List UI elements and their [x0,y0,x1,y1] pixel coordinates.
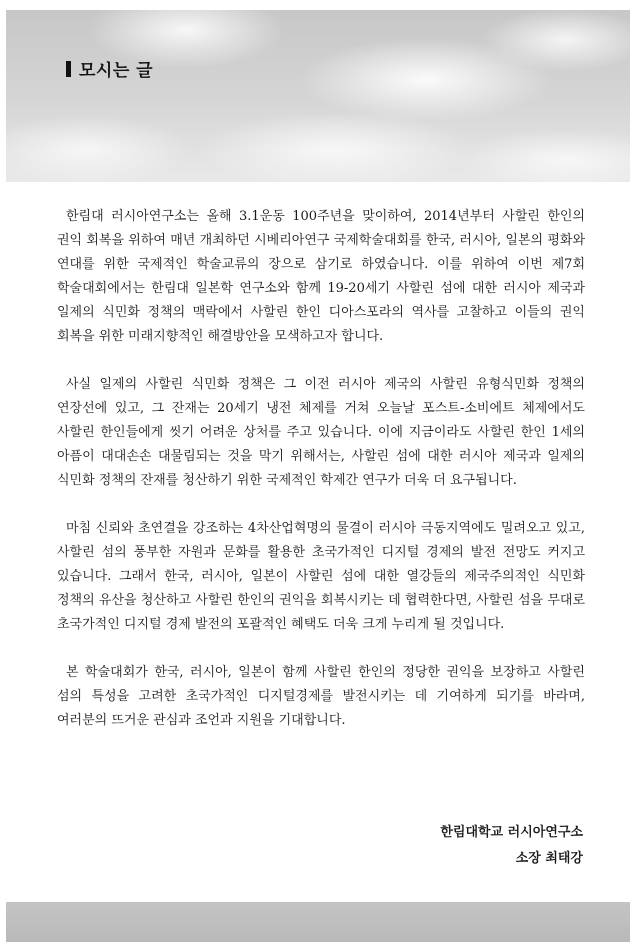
paragraph-4: 본 학술대회가 한국, 러시아, 일본이 함께 사할린 한인의 정당한 권익을 보장하고 사할린 섬의 특성을 고려한 초국가적인 디지털경제를 발전시키는 데 기여하게 되기를 바라며, 여러분의 뜨거운 관심과 조언과 지원을 기대합니다. [57,665,585,728]
signature-person: 소장 최태강 [515,851,583,866]
paragraph-2: 사실 일제의 사할린 식민화 정책은 그 이전 러시아 제국의 사할린 유형식민화 정책의 연장선에 있고, 그 잔재는 20세기 냉전 체제를 거쳐 오늘날 포스트-소비에트 체제에서도 사할린 한인들에게 씻기 어려운 상처를 주고 있습니다. 이에 지금이라도 사할린 한인 1세의 아픔이 대대손손 대물림되는 것을 막기 위해서는, 사할린 섬에 대한 러시아 제국과 일제의 식민화 정책의 잔재를 청산하기 위한 국제적인 학제간 연구가 더욱 더 요구됩니다. [57,377,585,488]
title-bar-icon [66,61,71,77]
paragraph-3: 마침 신뢰와 초연결을 강조하는 4차산업혁명의 물결이 러시아 극동지역에도 밀려오고 있고, 사할린 섬의 풍부한 자원과 문화를 활용한 초국가적인 디지털 경제의 발전 전망도 커지고 있습니다. 그래서 한국, 러시아, 일본이 사할린 섬에 대한 열강들의 제국주의적인 식민화 정책의 유산을 청산하고 사할린 한인의 권익을 회복시키는 데 협력한다면, 사할린 섬을 무대로 초국가적인 디지털 경제 발전의 포괄적인 혜택도 더욱 크게 누리게 될 것입니다. [57,521,585,632]
title-block [66,56,153,81]
header-banner [6,10,630,182]
signature-organization: 한림대학교 러시아연구소 [440,825,583,840]
letter-body [57,205,585,757]
footer-bar [6,902,630,942]
signature-block [440,820,583,872]
page-title: 모시는 글 [79,61,154,81]
paragraph-1: 한림대 러시아연구소는 올해 3.1운동 100주년을 맞이하여, 2014년부터 사할린 한인의 권익 회복을 위하여 매년 개최하던 시베리아연구 국제학술대회를 한국, 러시아, 일본의 평화와 연대를 위한 국제적인 학술교류의 장으로 삼기로 하였습니다. 이를 위하여 이번 제7회 학술대회에서는 한림대 일본학 연구소와 함께 19-20세기 사할린 섬에 대한 러시아 제국과 일제의 식민화 정책의 맥락에서 사할린 한인 디아스포라의 역사를 고찰하고 이들의 권익 회복을 위한 미래지향적인 해결방안을 모색하고자 합니다. [57,209,585,344]
